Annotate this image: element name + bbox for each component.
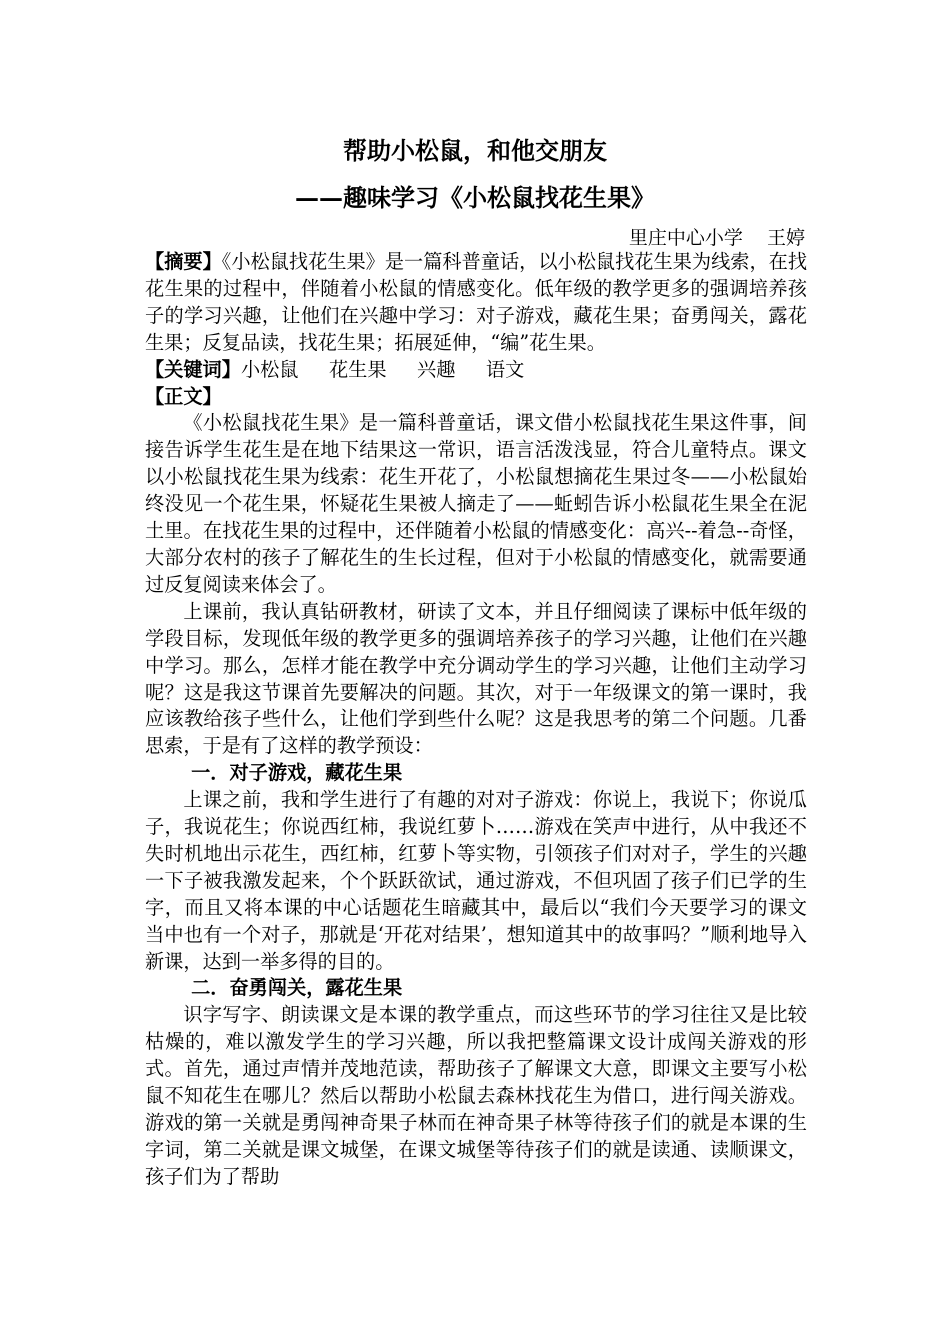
body-paragraph-1: 《小松鼠找花生果》是一篇科普童话，课文借小松鼠找花生果这件事，间接告诉学生花生是在地下结果这一常识，语言活泼浅显，符合儿童特点。课文以小松鼠找花生果为线索：花生开花了，小松鼠想摘花生果过冬——小松鼠始终没见一个花生果，怀疑花生果被人摘走了——蚯蚓告诉小松鼠花生果全在泥土里。在找花生果的过程中，还伴随着小松鼠的情感变化：高兴--着急--奇怪，大部分农村的孩子了解花生的生长过程，但对于小松鼠的情感变化，就需要通过反复阅读来体会了。 (145, 411, 807, 596)
abstract-label: 【摘要】 (145, 250, 222, 273)
document-subtitle: ——趣味学习《小松鼠找花生果》 (295, 183, 655, 212)
section-1-paragraph: 上课之前，我和学生进行了有趣的对对子游戏：你说上，我说下；你说瓜子，我说花生；你说西红柿，我说红萝卜……游戏在笑声中进行，从中我还不失时机地出示花生，西红柿，红萝卜等实物，引领孩子们对对子，学生的兴趣一下子被我激发起来，个个跃跃欲试，通过游戏，不但巩固了孩子们已学的生字，而且又将本课的中心话题花生暗藏其中，最后以“我们今天要学习的课文当中也有一个对子，那就是‘开花对结果’，想知道其中的故事吗？”顺利地导入新课，达到一举多得的目的。 (145, 788, 807, 973)
keywords-text: 小松鼠 花生果 兴趣 语文 (240, 357, 525, 381)
main-text-label: 【正文】 (145, 384, 222, 408)
author-line: 里庄中心小学 王婷 (628, 227, 805, 249)
keywords-paragraph (145, 357, 807, 384)
document-body (145, 249, 807, 1191)
section-1-heading: 一．对子游戏，藏花生果 (191, 761, 403, 785)
body-paragraph-2: 上课前，我认真钻研教材，研读了文本，并且仔细阅读了课标中低年级的学段目标，发现低年级的教学更多的强调培养孩子的学习兴趣，让他们在兴趣中学习。那么，怎样才能在教学中充分调动学生的学习兴趣，让他们主动学习呢？这是我这节课首先要解决的问题。其次，对于一年级课文的第一课时，我应该教给孩子些什么，让他们学到些什么呢？这是我思考的第二个问题。几番思索，于是有了这样的教学预设： (145, 599, 807, 758)
document-title: 帮助小松鼠，和他交朋友 (343, 136, 607, 165)
abstract-paragraph (145, 249, 807, 357)
keywords-label: 【关键词】 (145, 357, 241, 381)
abstract-text: 《小松鼠找花生果》是一篇科普童话，以小松鼠找花生果为线索，在找花生果的过程中，伴随着小松鼠的情感变化。低年级的教学更多的强调培养孩子的学习兴趣，让他们在兴趣中学习：对子游戏，藏花生果；奋勇闯关，露花生果；反复品读，找花生果；拓展延伸，“编”花生果。 (145, 250, 808, 354)
section-2-heading: 二．奋勇闯关，露花生果 (191, 976, 403, 1000)
section-2-paragraph: 识字写字、朗读课文是本课的教学重点，而这些环节的学习往往又是比较枯燥的，难以激发学生的学习兴趣，所以我把整篇课文设计成闯关游戏的形式。首先，通过声情并茂地范读，帮助孩子了解课文大意，即课文主要写小松鼠不知花生在哪儿？然后以帮助小松鼠去森林找花生为借口，进行闯关游戏。游戏的第一关就是勇闯神奇果子林而在神奇果子林等待孩子们的就是本课的生字词，第二关就是课文城堡，在课文城堡等待孩子们的就是读通、读顺课文，孩子们为了帮助 (145, 1003, 807, 1188)
